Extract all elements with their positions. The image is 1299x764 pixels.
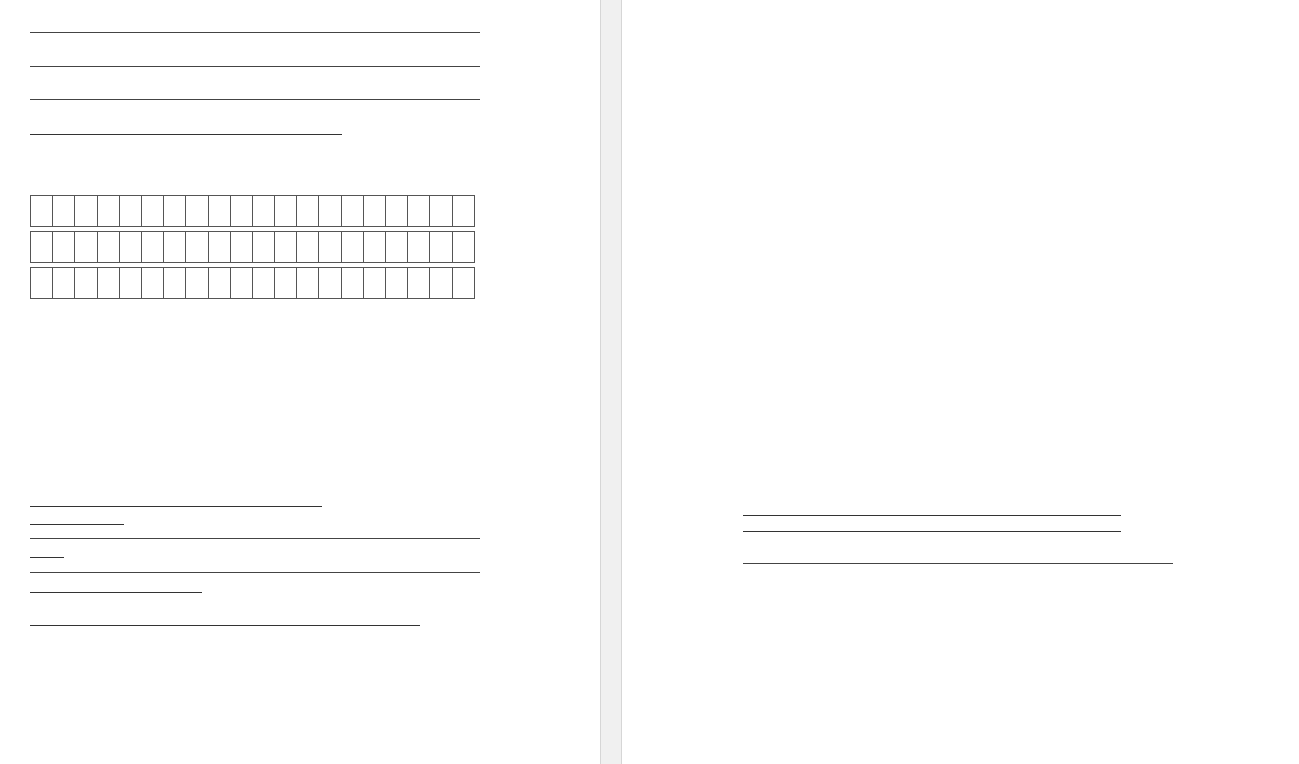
answer-line	[743, 563, 1173, 564]
reading-question-4	[30, 579, 480, 593]
left-page	[0, 0, 600, 764]
answer-line	[30, 572, 480, 573]
answer-line	[30, 66, 480, 67]
writing-grid	[30, 195, 475, 299]
question-4-stem	[30, 121, 480, 135]
page-gutter	[600, 0, 622, 764]
answer-line	[30, 99, 480, 100]
right-question-1a	[743, 502, 1299, 516]
reading-question-2	[30, 511, 480, 525]
reading-question-1	[30, 493, 480, 507]
answer-line	[30, 32, 480, 33]
reading-question-3	[30, 544, 480, 558]
right-question-1b	[743, 518, 1299, 532]
answer-line	[30, 538, 480, 539]
right-page	[622, 0, 1299, 764]
reading-question-5-line-2	[30, 612, 480, 626]
